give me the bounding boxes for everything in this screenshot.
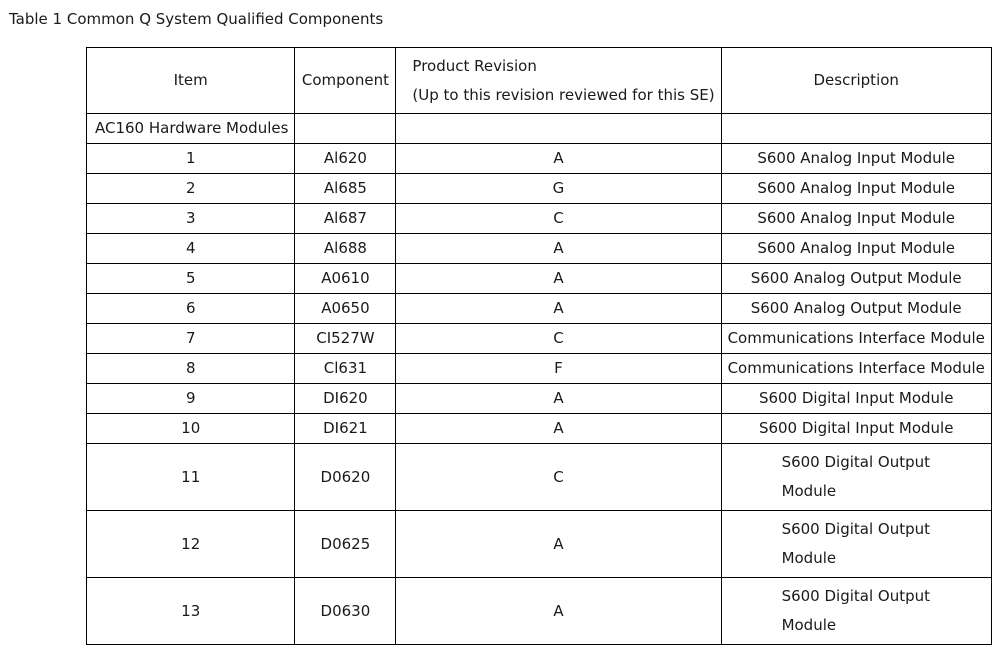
description-line: Module [781,616,837,634]
component-cell: Al687 [295,204,396,234]
component-cell: DI620 [295,384,396,414]
revision-cell: A [396,414,721,444]
item-cell: 13 [87,578,295,645]
header-item: Item [87,48,295,114]
item-cell: 11 [87,444,295,511]
component-cell: A0610 [295,264,396,294]
revision-cell: A [396,234,721,264]
component-cell: Al685 [295,174,396,204]
table-row [87,294,992,324]
description-cell: S600 Analog Input Module [721,174,991,204]
header-revision-note: (Up to this revision reviewed for this SE) [412,85,715,104]
description-line: Module [781,549,837,567]
table-row [87,264,992,294]
description-cell: S600 Analog Output Module [721,294,991,324]
item-cell: 1 [87,144,295,174]
description-line: S600 Digital Output [781,520,931,538]
revision-cell: A [396,511,721,578]
description-cell: S600 Digital Input Module [721,384,991,414]
revision-cell: G [396,174,721,204]
table-row [87,444,992,511]
description-cell [721,444,991,511]
item-cell: 12 [87,511,295,578]
item-cell: 6 [87,294,295,324]
header-product-revision [396,48,721,114]
section-empty-cell [396,114,721,144]
description-cell: Communications Interface Module [721,324,991,354]
table-row [87,384,992,414]
item-cell: 10 [87,414,295,444]
component-cell: D0625 [295,511,396,578]
header-revision-title: Product Revision [412,56,537,75]
description-cell: S600 Analog Input Module [721,144,991,174]
section-label: AC160 Hardware Modules [87,114,295,144]
table-row [87,234,992,264]
table-row [87,144,992,174]
description-cell: Communications Interface Module [721,354,991,384]
revision-cell: C [396,444,721,511]
item-cell: 3 [87,204,295,234]
component-cell: Al620 [295,144,396,174]
revision-cell: A [396,294,721,324]
description-cell [721,578,991,645]
description-line: Module [781,482,837,500]
section-empty-cell [721,114,991,144]
header-component: Component [295,48,396,114]
component-cell: A0650 [295,294,396,324]
table-row [87,204,992,234]
item-cell: 5 [87,264,295,294]
component-cell: CI527W [295,324,396,354]
section-empty-cell [295,114,396,144]
header-description: Description [721,48,991,114]
item-cell: 9 [87,384,295,414]
component-cell: Cl631 [295,354,396,384]
description-cell [721,511,991,578]
item-cell: 8 [87,354,295,384]
item-cell: 2 [87,174,295,204]
table-row [87,511,992,578]
revision-cell: A [396,144,721,174]
component-cell: D0630 [295,578,396,645]
revision-cell: C [396,324,721,354]
section-row [87,114,992,144]
component-cell: Al688 [295,234,396,264]
table-caption: Table 1 Common Q System Qualified Components [9,10,384,28]
table-row [87,578,992,645]
description-cell: S600 Digital Input Module [721,414,991,444]
revision-cell: A [396,264,721,294]
description-cell: S600 Analog Input Module [721,204,991,234]
revision-cell: A [396,578,721,645]
table-row [87,324,992,354]
revision-cell: C [396,204,721,234]
header-row [87,48,992,114]
revision-cell: A [396,384,721,414]
table-row [87,354,992,384]
item-cell: 4 [87,234,295,264]
description-cell: S600 Analog Input Module [721,234,991,264]
description-cell: S600 Analog Output Module [721,264,991,294]
description-line: S600 Digital Output [781,587,931,605]
description-line: S600 Digital Output [781,453,931,471]
table-row [87,414,992,444]
revision-cell: F [396,354,721,384]
component-cell: DI621 [295,414,396,444]
item-cell: 7 [87,324,295,354]
table-row [87,174,992,204]
components-table [86,47,992,645]
component-cell: D0620 [295,444,396,511]
